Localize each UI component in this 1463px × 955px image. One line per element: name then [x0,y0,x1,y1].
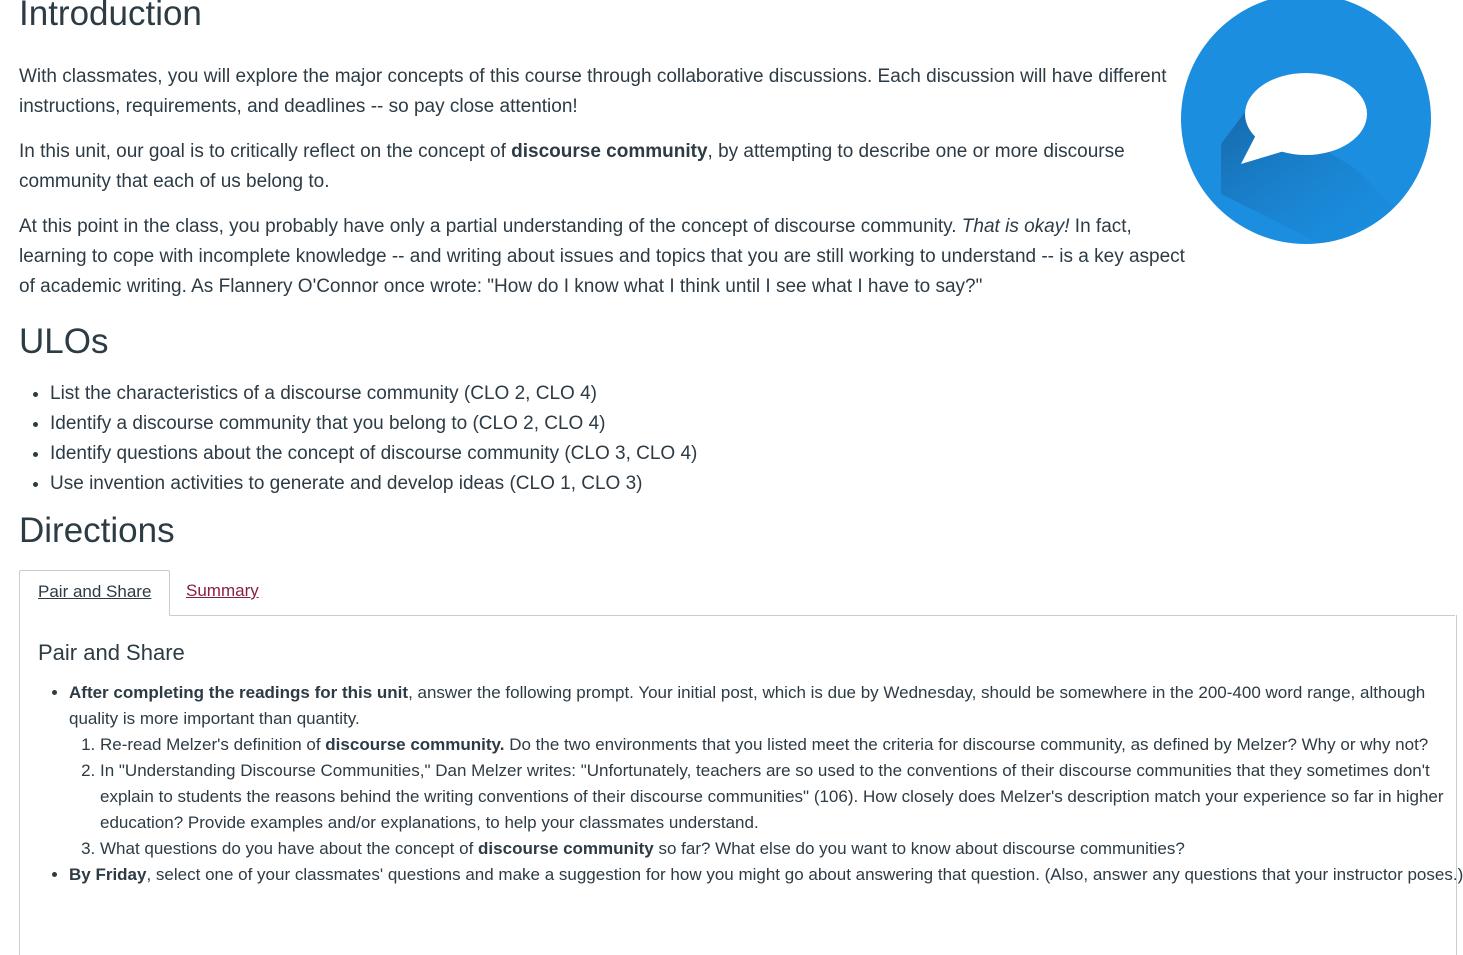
intro-p3-text: At this point in the class, you probably have only a partial understanding of the concept of discourse community. [19,216,962,237]
intro-p3-italic: That is okay! [961,216,1070,237]
panel-heading: Pair and Share [38,640,185,665]
intro-paragraph-1: With classmates, you will explore the major concepts of this course through collaborative discussions. Each discussion will have different instructions, requirements, and deadlines -- so pay close attention! [19,66,1167,117]
list-item: • Identify a discourse community that you belong to (CLO 2, CLO 4) [50,409,697,439]
tab-pair-and-share[interactable]: Pair and Share [19,570,170,616]
tab-panel [19,615,1463,955]
list-item [69,862,1463,888]
item-bold: After completing the readings for this unit [69,683,409,702]
item-text: so far? What else do you want to know about discourse communities? [653,839,1185,858]
speech-bubble-icon [1181,0,1431,244]
directions-list [38,680,1463,888]
intro-p2-text: In this unit, our goal is to critically reflect on the concept of [19,141,512,162]
directions-heading: Directions [19,511,175,550]
list-item: • Use invention activities to generate and develop ideas (CLO 1, CLO 3) [50,469,697,499]
list-item: • Identify questions about the concept of discourse community (CLO 3, CLO 4) [50,439,697,469]
item-bold: discourse community [478,839,654,858]
item-bold: By Friday [69,865,147,884]
list-item [69,680,1463,862]
intro-heading: Introduction [19,0,202,33]
tab-bar [19,570,1455,616]
intro-p2-bold: discourse community [511,141,708,162]
list-item [100,732,1463,758]
list-item: 2. In "Understanding Discourse Communities," Dan Melzer writes: "Unfortunately, teachers are so used to the conventions of their discourse communities that they sometimes don't explain to students the reasons behind the writing conventions of their discourse communities" (106). How closely does Melzer's description match your experience so far in higher education? Provide examples and/or explanations, to help your classmates understand. [100,758,1463,836]
ulos-list [19,379,697,499]
item-text: What questions do you have about the concept of [100,839,479,858]
intro-p3-text-end: In fact, learning to cope with incomplete knowledge -- and writing about issues and topics that you are still working to understand -- is a key aspect of academic writing. As Flannery O'Connor once wrote: "How do I know what I think until I see what I have to say?" [19,216,1185,297]
item-text: Do the two environments that you listed meet the criteria for discourse community, as defined by Melzer? Why or why not? [504,735,1429,754]
tab-summary[interactable]: Summary [186,581,259,600]
list-item: • List the characteristics of a discourse community (CLO 2, CLO 4) [50,379,697,409]
prompt-list [69,732,1463,862]
list-item [100,836,1463,862]
item-text: , answer the following prompt. Your initial post, which is due by Wednesday, should be somewhere in the 200-400 word range, although quality is more important than quantity. [69,683,1426,728]
intro-paragraph-3 [19,212,1199,302]
intro-paragraph-2 [19,137,1189,197]
intro-p2-text-end: , by attempting to describe one or more discourse community that each of us belong to. [19,141,1125,192]
item-text: Re-read Melzer's definition of [100,735,326,754]
item-text: , select one of your classmates' questions and make a suggestion for how you might go about answering that question. (Also, answer any questions that your instructor poses.) [146,865,1463,884]
ulos-heading: ULOs [19,322,109,361]
item-bold: discourse community. [325,735,505,754]
